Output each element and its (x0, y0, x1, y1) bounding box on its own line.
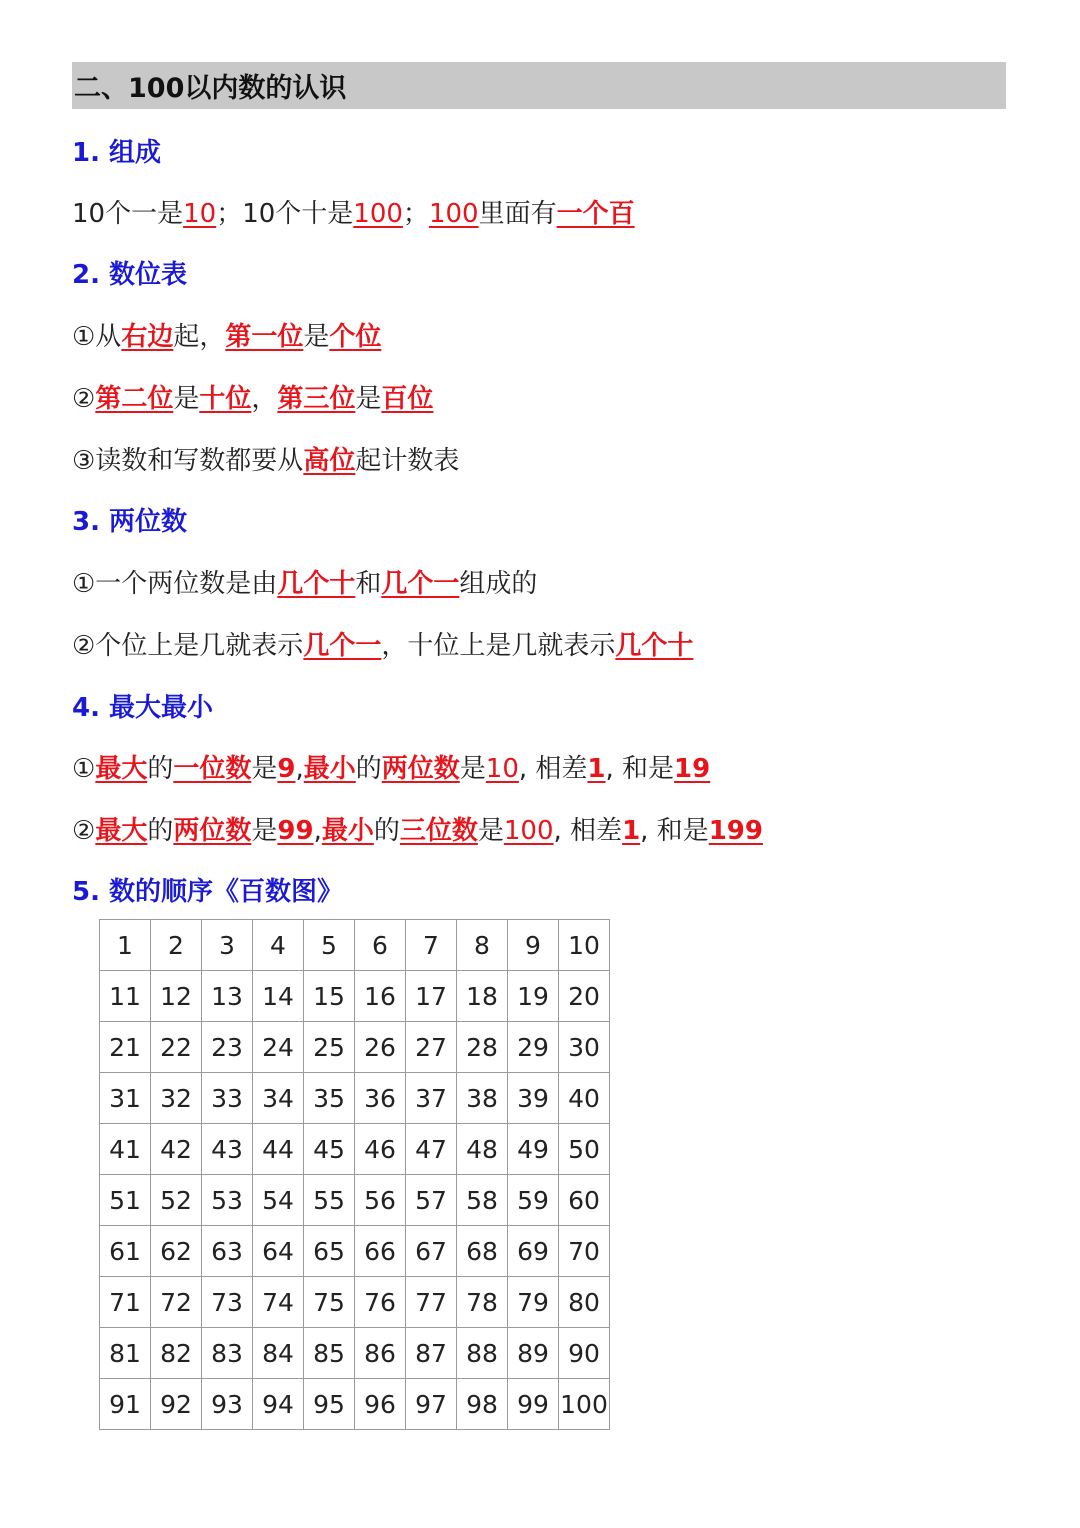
table-cell: 3 (202, 920, 253, 971)
table-cell: 65 (304, 1226, 355, 1277)
table-cell: 76 (355, 1277, 406, 1328)
table-cell: 47 (406, 1124, 457, 1175)
table-cell: 94 (253, 1379, 304, 1430)
table-cell: 33 (202, 1073, 253, 1124)
table-row (100, 1328, 610, 1379)
table-cell: 82 (151, 1328, 202, 1379)
table-cell: 51 (100, 1175, 151, 1226)
table-cell: 36 (355, 1073, 406, 1124)
table-cell: 68 (457, 1226, 508, 1277)
table-cell: 24 (253, 1022, 304, 1073)
table-cell: 44 (253, 1124, 304, 1175)
table-cell: 22 (151, 1022, 202, 1073)
table-row (100, 1124, 610, 1175)
table-cell: 53 (202, 1175, 253, 1226)
table-cell: 12 (151, 971, 202, 1022)
heading-composition: 1. 组成 (72, 138, 162, 168)
table-cell: 96 (355, 1379, 406, 1430)
table-cell: 21 (100, 1022, 151, 1073)
table-cell: 27 (406, 1022, 457, 1073)
table-cell: 57 (406, 1175, 457, 1226)
table-cell: 63 (202, 1226, 253, 1277)
table-cell: 4 (253, 920, 304, 971)
table-cell: 34 (253, 1073, 304, 1124)
table-cell: 62 (151, 1226, 202, 1277)
table-cell: 87 (406, 1328, 457, 1379)
table-row (100, 971, 610, 1022)
table-cell: 52 (151, 1175, 202, 1226)
table-cell: 19 (508, 971, 559, 1022)
table-cell: 40 (559, 1073, 610, 1124)
table-cell: 93 (202, 1379, 253, 1430)
table-cell: 92 (151, 1379, 202, 1430)
table-cell: 29 (508, 1022, 559, 1073)
table-cell: 69 (508, 1226, 559, 1277)
table-cell: 17 (406, 971, 457, 1022)
table-cell: 37 (406, 1073, 457, 1124)
table-cell: 46 (355, 1124, 406, 1175)
table-cell: 58 (457, 1175, 508, 1226)
table-cell: 9 (508, 920, 559, 971)
heading-place-value-table: 2. 数位表 (72, 260, 188, 290)
table-row (100, 1226, 610, 1277)
table-cell: 100 (559, 1379, 610, 1430)
table-cell: 8 (457, 920, 508, 971)
section-title: 二、100以内数的认识 (74, 73, 347, 104)
table-row (100, 1175, 610, 1226)
table-cell: 49 (508, 1124, 559, 1175)
table-cell: 56 (355, 1175, 406, 1226)
table-row (100, 1022, 610, 1073)
table-cell: 99 (508, 1379, 559, 1430)
table-cell: 89 (508, 1328, 559, 1379)
table-cell: 23 (202, 1022, 253, 1073)
table-cell: 97 (406, 1379, 457, 1430)
heading-max-min: 4. 最大最小 (72, 693, 214, 723)
two-digit-line-2: ②个位上是几就表示几个一，十位上是几就表示几个十 (72, 631, 694, 661)
table-cell: 13 (202, 971, 253, 1022)
table-cell: 26 (355, 1022, 406, 1073)
table-cell: 70 (559, 1226, 610, 1277)
two-digit-line-1: ①一个两位数是由几个十和几个一组成的 (72, 569, 538, 599)
table-cell: 71 (100, 1277, 151, 1328)
table-cell: 32 (151, 1073, 202, 1124)
table-cell: 31 (100, 1073, 151, 1124)
table-cell: 66 (355, 1226, 406, 1277)
table-cell: 83 (202, 1328, 253, 1379)
table-row (100, 920, 610, 971)
table-cell: 14 (253, 971, 304, 1022)
table-cell: 18 (457, 971, 508, 1022)
table-cell: 1 (100, 920, 151, 971)
composition-line: 10个一是10；10个十是100；100里面有一个百 (72, 199, 635, 229)
table-cell: 91 (100, 1379, 151, 1430)
table-cell: 78 (457, 1277, 508, 1328)
table-cell: 77 (406, 1277, 457, 1328)
table-cell: 42 (151, 1124, 202, 1175)
hundred-chart-table (99, 919, 610, 1430)
table-cell: 7 (406, 920, 457, 971)
table-cell: 43 (202, 1124, 253, 1175)
table-cell: 85 (304, 1328, 355, 1379)
table-row (100, 1073, 610, 1124)
table-cell: 16 (355, 971, 406, 1022)
table-cell: 38 (457, 1073, 508, 1124)
table-cell: 73 (202, 1277, 253, 1328)
table-cell: 10 (559, 920, 610, 971)
table-cell: 55 (304, 1175, 355, 1226)
place-value-line-3: ③读数和写数都要从高位起计数表 (72, 446, 460, 476)
table-cell: 80 (559, 1277, 610, 1328)
table-cell: 25 (304, 1022, 355, 1073)
section-title-bar (72, 62, 1006, 109)
table-cell: 30 (559, 1022, 610, 1073)
table-cell: 79 (508, 1277, 559, 1328)
table-cell: 2 (151, 920, 202, 971)
place-value-line-1: ①从右边起，第一位是个位 (72, 322, 382, 352)
table-cell: 61 (100, 1226, 151, 1277)
table-cell: 48 (457, 1124, 508, 1175)
table-cell: 84 (253, 1328, 304, 1379)
table-cell: 15 (304, 971, 355, 1022)
table-cell: 98 (457, 1379, 508, 1430)
table-row (100, 1379, 610, 1430)
table-cell: 59 (508, 1175, 559, 1226)
table-cell: 95 (304, 1379, 355, 1430)
table-cell: 72 (151, 1277, 202, 1328)
table-cell: 39 (508, 1073, 559, 1124)
heading-two-digit-numbers: 3. 两位数 (72, 507, 188, 537)
table-cell: 54 (253, 1175, 304, 1226)
table-cell: 88 (457, 1328, 508, 1379)
table-cell: 81 (100, 1328, 151, 1379)
table-cell: 35 (304, 1073, 355, 1124)
table-cell: 50 (559, 1124, 610, 1175)
table-cell: 60 (559, 1175, 610, 1226)
table-cell: 45 (304, 1124, 355, 1175)
table-cell: 90 (559, 1328, 610, 1379)
table-cell: 67 (406, 1226, 457, 1277)
table-cell: 74 (253, 1277, 304, 1328)
place-value-line-2: ②第二位是十位，第三位是百位 (72, 384, 434, 414)
table-cell: 75 (304, 1277, 355, 1328)
table-cell: 11 (100, 971, 151, 1022)
heading-hundred-chart: 5. 数的顺序《百数图》 (72, 877, 344, 907)
table-cell: 28 (457, 1022, 508, 1073)
table-cell: 41 (100, 1124, 151, 1175)
table-cell: 86 (355, 1328, 406, 1379)
table-cell: 64 (253, 1226, 304, 1277)
table-cell: 6 (355, 920, 406, 971)
table-cell: 20 (559, 971, 610, 1022)
table-row (100, 1277, 610, 1328)
max-min-line-2: ②最大的两位数是99,最小的三位数是100, 相差1, 和是199 (72, 816, 763, 846)
table-cell: 5 (304, 920, 355, 971)
max-min-line-1: ①最大的一位数是9,最小的两位数是10, 相差1, 和是19 (72, 754, 711, 784)
